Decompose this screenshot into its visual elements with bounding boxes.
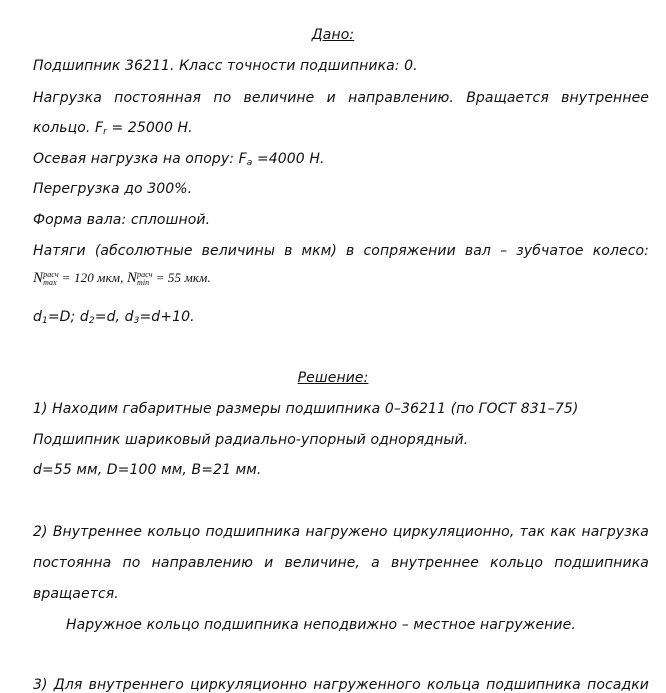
step2-line-b: постоянна по направлению и величине, а внутреннее кольцо подшипника <box>33 555 649 571</box>
n-max-sup: расч <box>43 270 59 280</box>
n-min-symbol: N <box>126 270 137 286</box>
radial-load-line <box>33 120 193 137</box>
step3-line: 3) Для внутреннего циркуляционно нагруженного кольца подшипника посадки <box>33 677 649 693</box>
step2-line-d: Наружное кольцо подшипника неподвижно – местное нагружение. <box>66 617 576 633</box>
d-part-1: =D; d <box>47 309 89 325</box>
step1-line: 1) Находим габаритные размеры подшипника 0–36211 (по ГОСТ 831–75) <box>33 401 579 417</box>
n-max-unit: мкм <box>97 270 121 285</box>
n-max-value: = 120 <box>61 270 94 285</box>
interference-formula <box>33 270 211 287</box>
n-max-sub: max <box>43 278 57 288</box>
d3-sub: 3 <box>133 316 140 326</box>
solution-heading: Решение: <box>297 370 369 386</box>
interference-line: Натяги (абсолютные величины в мкм) в сопряжении вал – зубчатое колесо: <box>33 243 649 259</box>
radial-load-value: = 25000 Н. <box>106 120 193 136</box>
bearing-line: Подшипник 36211. Класс точности подшипника: 0. <box>33 58 418 74</box>
formula-end: . <box>207 270 211 285</box>
diameters-line <box>33 309 195 326</box>
d-part-2: =d, d <box>94 309 134 325</box>
d2-sub: 2 <box>88 316 95 326</box>
overload-line: Перегрузка до 300%. <box>33 181 193 197</box>
d1-sub: 1 <box>42 316 48 326</box>
step2-line-c: вращается. <box>33 586 119 602</box>
bearing-dims-line: d=55 мм, D=100 мм, B=21 мм. <box>33 462 262 478</box>
load-line: Нагрузка постоянная по величине и направлению. Вращается внутреннее <box>33 90 649 106</box>
step2-line-a: 2) Внутреннее кольцо подшипника нагружено циркуляционно, так как нагрузка <box>33 524 649 540</box>
axial-load-sub: a <box>246 158 253 168</box>
bearing-type-line: Подшипник шариковый радиально-упорный однорядный. <box>33 432 469 448</box>
n-min-indices <box>137 271 153 287</box>
radial-load-sub: r <box>103 127 107 137</box>
axial-load-value: =4000 Н. <box>252 151 325 167</box>
given-heading: Дано: <box>311 27 355 43</box>
d-part: d <box>33 309 42 325</box>
formula-separator: , <box>120 270 124 285</box>
axial-load-line <box>33 151 325 168</box>
n-min-unit: мкм <box>184 270 208 285</box>
d-part-3: =d+10. <box>139 309 195 325</box>
n-min-sub: min <box>136 278 150 288</box>
shaft-form-line: Форма вала: сплошной. <box>33 212 211 228</box>
n-max-symbol: N <box>33 270 44 286</box>
radial-load-text: кольцо. F <box>33 120 104 136</box>
axial-load-text: Осевая нагрузка на опору: F <box>33 151 247 167</box>
n-min-value: = 55 <box>155 270 182 285</box>
n-min-sup: расч <box>136 270 153 280</box>
n-max-indices <box>43 271 59 287</box>
